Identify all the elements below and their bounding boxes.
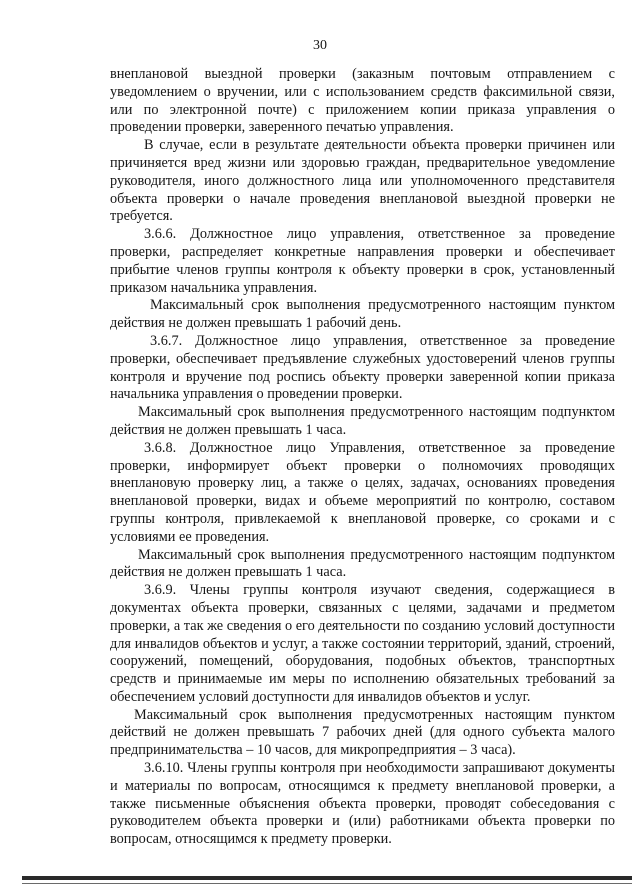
paragraph-3-6-10: 3.6.10. Члены группы контроля при необходимости запрашивают документы и материалы по вопросам, относящимся к предмету внеплановой проверки, а также письменные объяснения объекта проверки, проводят собеседования с руководителем объекта проверки и (или) работниками объекта проверки по вопросам, относящимся к предмету проверки. bbox=[110, 760, 615, 848]
paragraph-3-6-7: 3.6.7. Должностное лицо управления, ответственное за проведение проверки, обеспечивает предъявление служебных удостоверений членов группы контроля и вручение под роспись объекту проверки заверенной копии приказа начальника управления о проведении проверки. bbox=[110, 332, 615, 403]
paragraph-harm-case: В случае, если в результате деятельности объекта проверки причинен или причиняется вред жизни или здоровью граждан, предварительное уведомление руководителя, иного должностного лица или уполномоченного представителя объекта проверки о начале проведения внеплановой выездной проверки не требуется. bbox=[110, 137, 615, 225]
paragraph-3-6-6: 3.6.6. Должностное лицо управления, ответственное за проведение проверки, распределяет конкретные направления проверки и обеспечивает прибытие членов группы контроля к объекту проверки в срок, установленный приказом начальника управления. bbox=[110, 226, 615, 296]
page-number: 30 bbox=[313, 38, 327, 53]
paragraph-max-term-3-6-7: Максимальный срок выполнения предусмотренного настоящим подпунктом действия не должен превышать 1 часа. bbox=[110, 404, 615, 438]
paragraph-max-term-3-6-9: Максимальный срок выполнения предусмотренных настоящим пунктом действий не должен превышать 7 рабочих дней (для одного субъекта малого предпринимательства – 10 часов, для микропредприятия – 3 часа). bbox=[110, 706, 615, 759]
scan-bottom-edge-thin bbox=[22, 883, 632, 884]
paragraph-continuation: внеплановой выездной проверки (заказным почтовым отправлением с уведомлением о вручении, или с использованием средств факсимильной связи, или по электронной почте) с приложением копии приказа управления о проведении проверки, заверенного печатью управления. bbox=[110, 66, 615, 136]
paragraph-3-6-8: 3.6.8. Должностное лицо Управления, ответственное за проведение проверки, информирует объект проверки о полномочиях проводящих внеплановую проверку лиц, а также о целях, задачах, основаниях проведения внеплановой проверки, видах и объеме мероприятий по контролю, составом группы контроля, привлекаемой к внеплановой проверке, со сроками и с условиями ее проведения. bbox=[110, 439, 615, 545]
body-text bbox=[110, 66, 615, 849]
paragraph-3-6-9: 3.6.9. Члены группы контроля изучают сведения, содержащиеся в документах объекта проверки, связанных с целями, задачами и предметом проверки, а так же сведения о его деятельности по созданию условий доступности для инвалидов объектов и услуг, а также состоянии территорий, зданий, строений, сооружений, помещений, оборудования, подобных объектов, транспортных средств и принимаемые им меры по исполнению обязательных требований за обеспечением условий доступности для инвалидов объектов и услуг. bbox=[110, 582, 615, 705]
paragraph-max-term-3-6-6: Максимальный срок выполнения предусмотренного настоящим пунктом действия не должен превышать 1 рабочий день. bbox=[110, 297, 615, 332]
scan-bottom-edge bbox=[22, 876, 632, 880]
paragraph-max-term-3-6-8: Максимальный срок выполнения предусмотренного настоящим подпунктом действия не должен превышать 1 часа. bbox=[110, 546, 615, 581]
